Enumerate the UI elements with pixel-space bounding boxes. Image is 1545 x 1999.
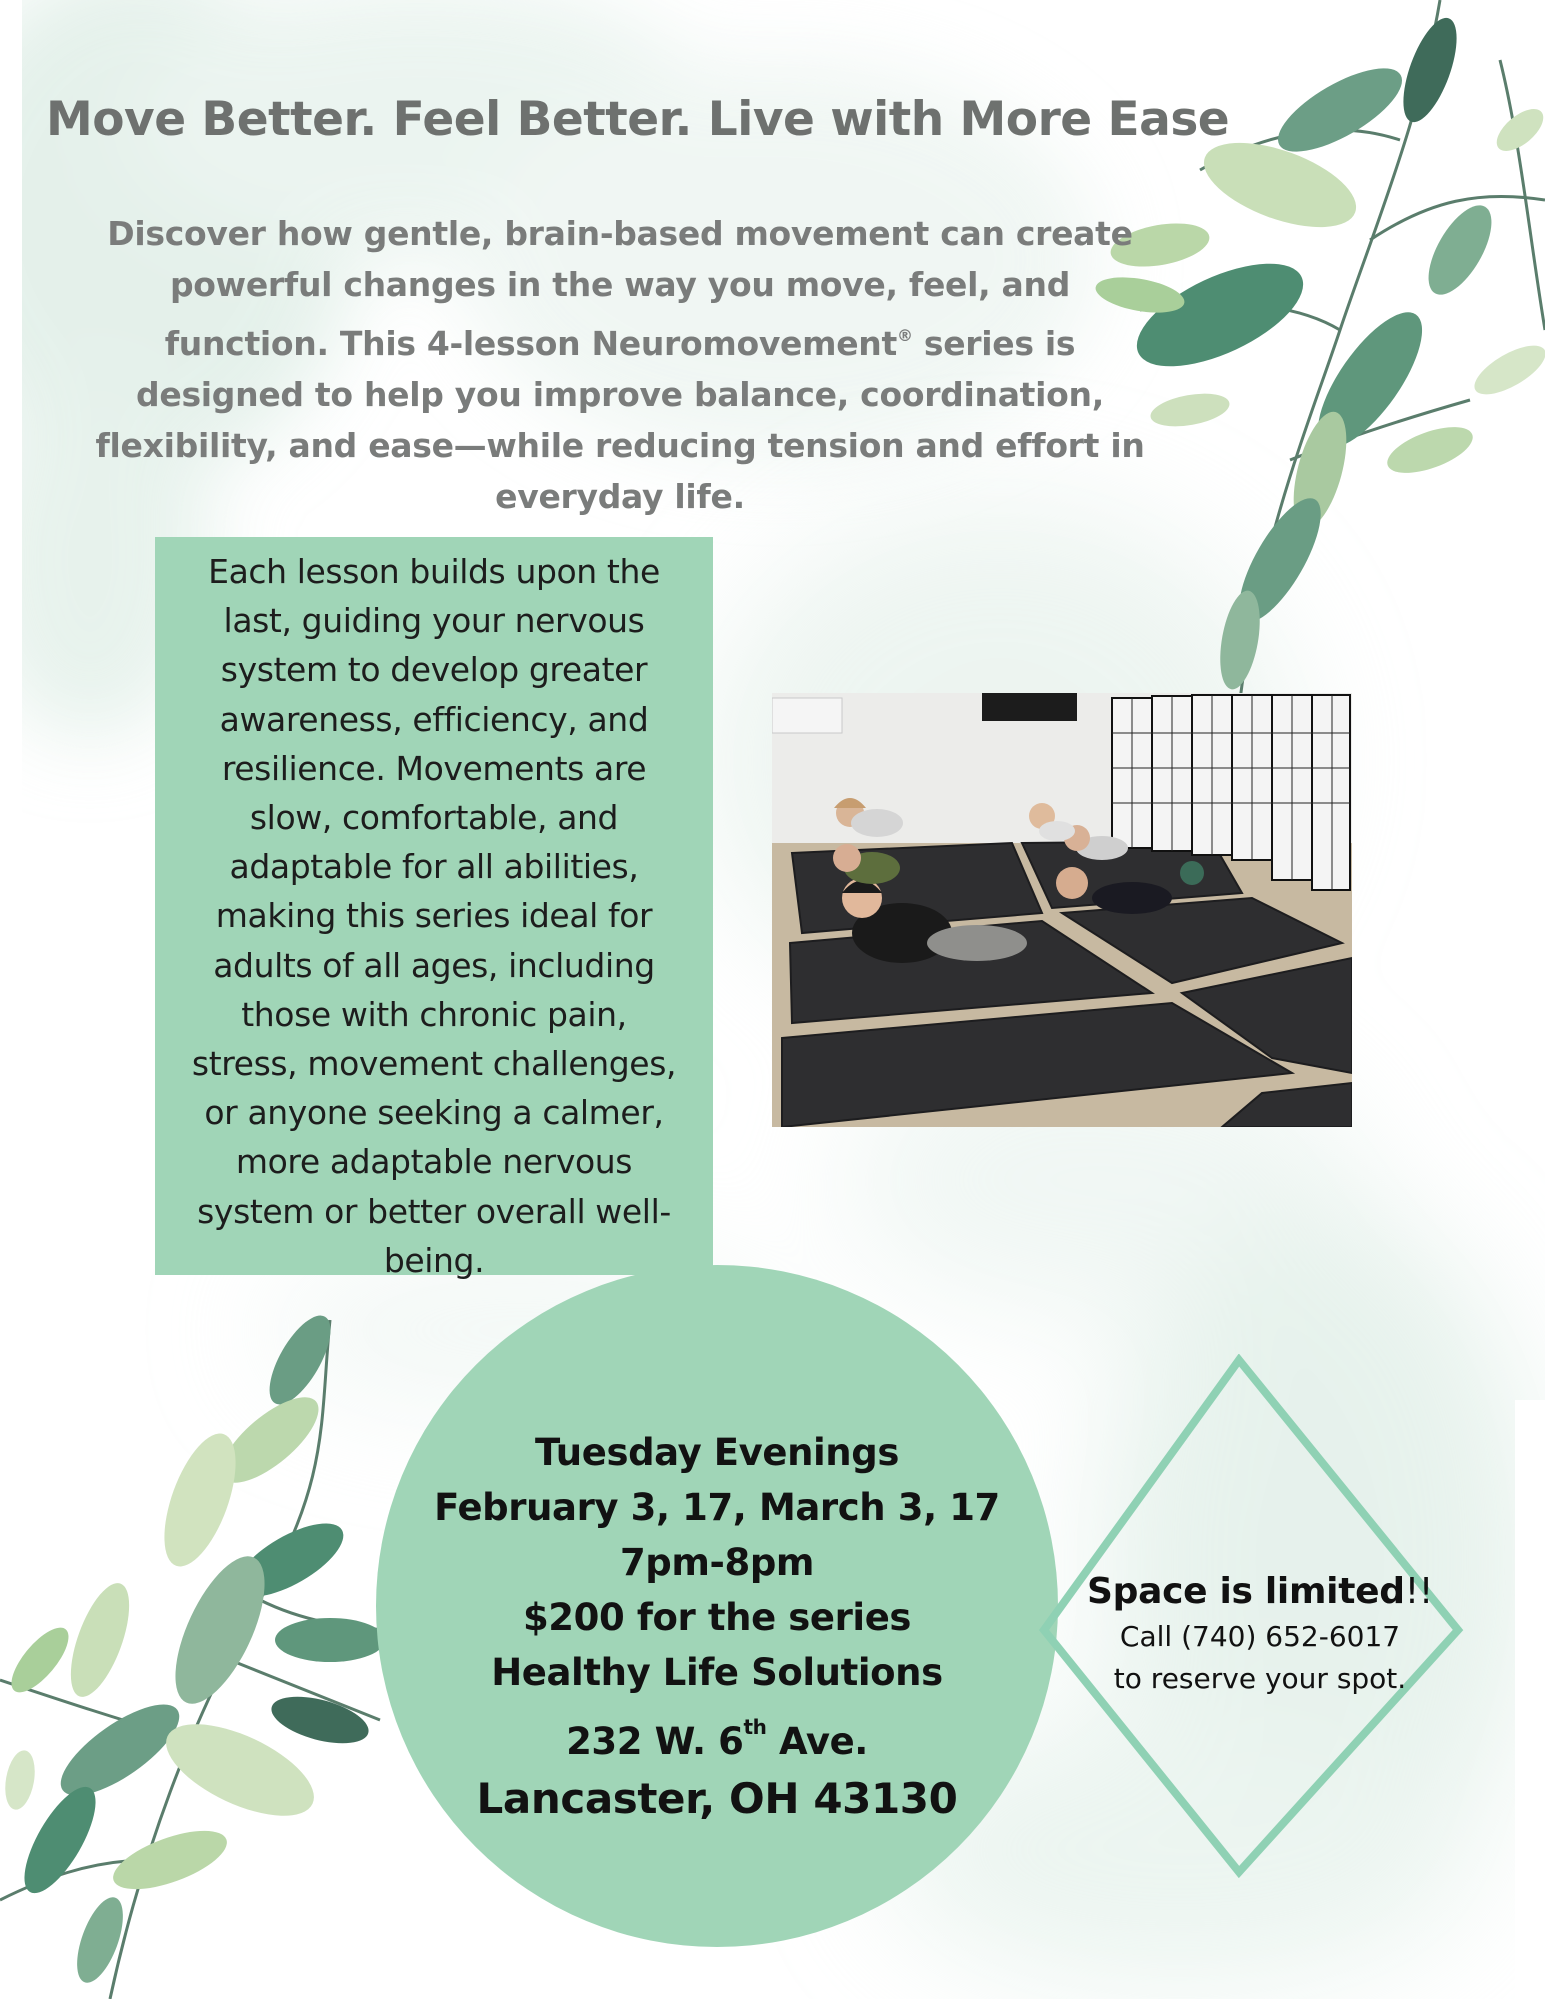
class-photo bbox=[772, 693, 1352, 1127]
event-street bbox=[376, 1700, 1058, 1769]
street-number: 232 W. 6 bbox=[566, 1720, 744, 1763]
reserve-note: to reserve your spot. bbox=[1113, 1662, 1407, 1695]
lesson-line: system or better overall well- bbox=[197, 1191, 671, 1231]
event-details bbox=[376, 1425, 1058, 1829]
lesson-line: being. bbox=[383, 1240, 485, 1280]
lesson-line: or anyone seeking a calmer, bbox=[204, 1093, 664, 1133]
event-dates: February 3, 17, March 3, 17 bbox=[434, 1486, 1000, 1529]
intro-line: flexibility, and ease—while reducing tension and effort in bbox=[95, 426, 1145, 465]
lesson-line: awareness, efficiency, and bbox=[219, 699, 649, 739]
lesson-line: those with chronic pain, bbox=[241, 994, 627, 1034]
lesson-line: last, guiding your nervous bbox=[223, 601, 645, 641]
lesson-line: slow, comfortable, and bbox=[249, 798, 619, 838]
lesson-description-box bbox=[155, 537, 713, 1280]
event-day: Tuesday Evenings bbox=[535, 1431, 899, 1474]
page-title: Move Better. Feel Better. Live with More Ease bbox=[46, 92, 1230, 147]
intro-line: designed to help you improve balance, coordination, bbox=[136, 375, 1104, 414]
lesson-line: making this series ideal for bbox=[215, 896, 653, 936]
lesson-description bbox=[155, 537, 713, 1285]
intro-line: Discover how gentle, brain-based movement can create bbox=[107, 214, 1133, 253]
event-city: Lancaster, OH 43130 bbox=[476, 1774, 958, 1823]
registered-mark: ® bbox=[896, 326, 913, 345]
street-ordinal: th bbox=[743, 1715, 767, 1739]
intro-line: powerful changes in the way you move, feel, and bbox=[169, 265, 1071, 304]
space-limited-heading bbox=[1060, 1568, 1460, 1616]
event-venue: Healthy Life Solutions bbox=[491, 1651, 943, 1694]
event-time: 7pm-8pm bbox=[619, 1541, 815, 1584]
intro-text: series is bbox=[912, 324, 1076, 363]
lesson-line: adults of all ages, including bbox=[213, 945, 655, 985]
reserve-callout bbox=[1060, 1568, 1460, 1700]
street-suffix: Ave. bbox=[766, 1720, 868, 1763]
lesson-line: adaptable for all abilities, bbox=[229, 847, 639, 887]
intro-line: everyday life. bbox=[495, 477, 745, 516]
space-limited-exclaim: !! bbox=[1404, 1571, 1433, 1612]
lesson-line: resilience. Movements are bbox=[221, 748, 647, 788]
lesson-line: more adaptable nervous bbox=[235, 1142, 633, 1182]
intro-paragraph bbox=[90, 208, 1150, 522]
eucalyptus-leaves-icon bbox=[0, 1300, 400, 1999]
intro-line bbox=[90, 310, 1150, 369]
event-price: $200 for the series bbox=[522, 1596, 912, 1639]
lesson-line: system to develop greater bbox=[220, 650, 648, 690]
lesson-line: stress, movement challenges, bbox=[191, 1044, 677, 1084]
lesson-line: Each lesson builds upon the bbox=[208, 552, 660, 591]
space-limited-text: Space is limited bbox=[1087, 1571, 1405, 1612]
call-phone: Call (740) 652-6017 bbox=[1119, 1620, 1401, 1653]
intro-text: function. This 4-lesson Neuromovement bbox=[164, 324, 897, 363]
